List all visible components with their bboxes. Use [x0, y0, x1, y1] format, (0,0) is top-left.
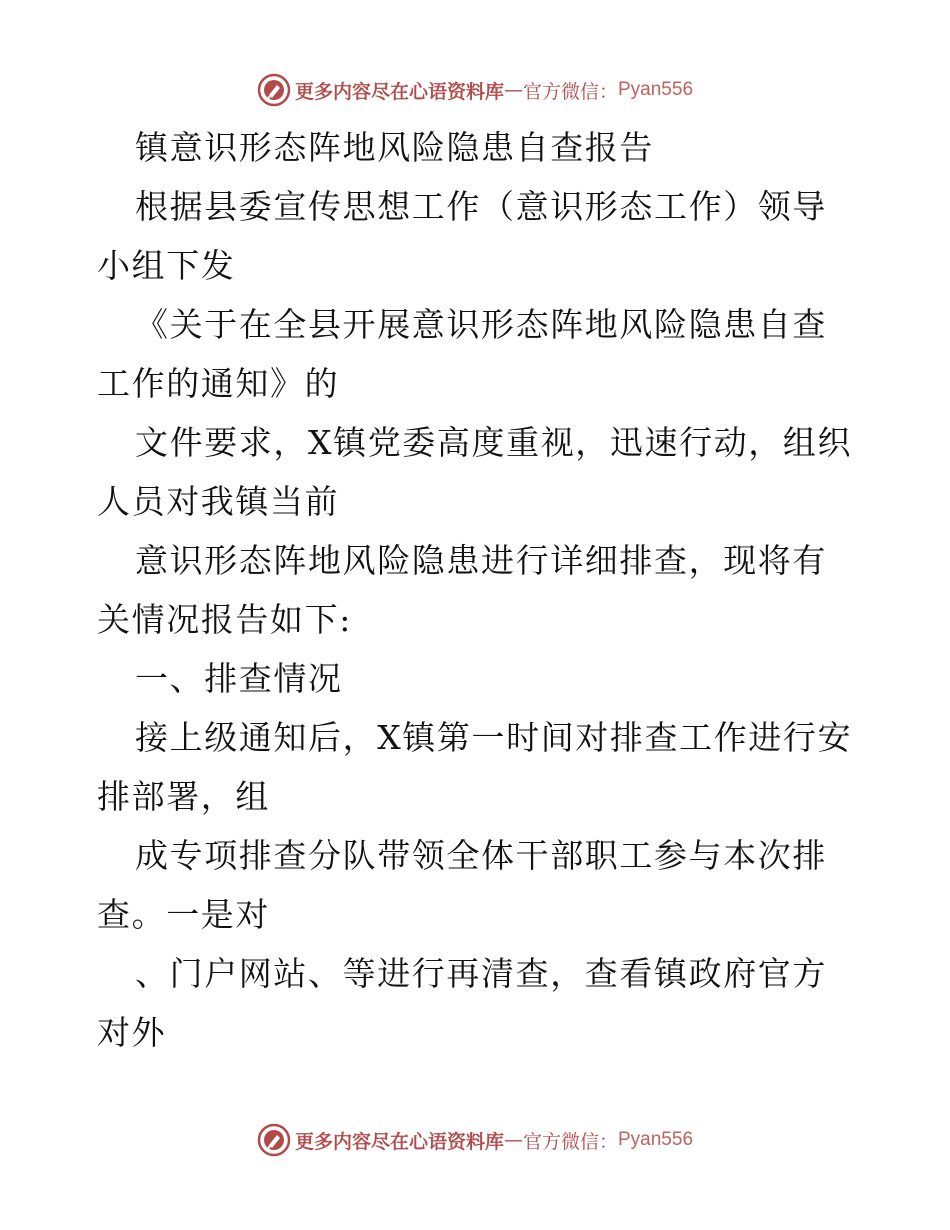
watermark-main-text: 更多内容尽在心语资料库 — [294, 80, 504, 103]
watermark-label: 官方微信： — [522, 1130, 618, 1153]
paragraph: 根据县委宣传思想工作（意识形态工作）领导小组下发 — [97, 187, 827, 285]
watermark-separator: — — [503, 79, 523, 101]
pen-nib-logo-icon — [257, 73, 291, 107]
watermark-wechat-id: Pyan556 — [618, 79, 694, 100]
document-title: 镇意识形态阵地风险隐患自查报告 — [135, 128, 654, 167]
watermark-main-text: 更多内容尽在心语资料库 — [294, 1130, 504, 1153]
section-heading: 一、排查情况 — [135, 659, 343, 698]
document-body — [97, 118, 857, 1062]
watermark-wechat-id: Pyan556 — [618, 1129, 694, 1150]
paragraph: 成专项排查分队带领全体干部职工参与本次排查。一是对 — [97, 836, 827, 934]
paragraph: 文件要求，X镇党委高度重视，迅速行动，组织人员对我镇当前 — [97, 423, 853, 521]
pen-nib-logo-icon — [257, 1123, 291, 1157]
watermark-separator: — — [503, 1129, 523, 1151]
paragraph: 、门户网站、等进行再清查，查看镇政府官方对外 — [97, 954, 827, 1052]
paragraph: 意识形态阵地风险隐患进行详细排查，现将有关情况报告如下: — [97, 541, 827, 639]
watermark-header — [0, 70, 950, 110]
paragraph: 《关于在全县开展意识形态阵地风险隐患自查工作的通知》的 — [97, 305, 827, 403]
watermark-label: 官方微信： — [522, 80, 618, 103]
watermark-footer — [0, 1120, 950, 1160]
paragraph: 接上级通知后，X镇第一时间对排查工作进行安排部署，组 — [97, 718, 853, 816]
